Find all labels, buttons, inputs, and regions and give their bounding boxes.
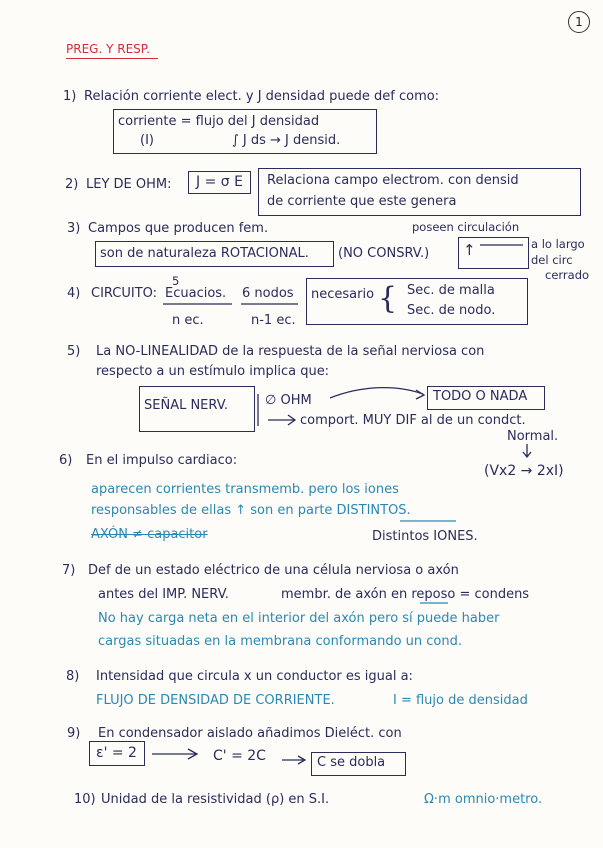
q9-arrow-1 [152, 749, 197, 759]
q9-question: En condensador aislado añadimos Dieléct. con [98, 726, 402, 741]
page-title: PREG. Y RESP. [66, 42, 150, 56]
q6-question: En el impulso cardiaco: [86, 453, 238, 468]
page-number: 1 [568, 11, 590, 33]
q6-number: 6) [59, 453, 73, 468]
q5-compor: comport. MUY DIF al de un condct. [300, 413, 526, 428]
q3-note-a: a lo largo [531, 237, 585, 251]
q6-answer-line2: responsables de ellas ↑ son en parte DISTINTOS. [91, 503, 411, 518]
q6-formula: (Vx2 → 2xI) [484, 463, 564, 479]
q5-line1: La NO-LINEALIDAD de la respuesta de la señal nerviosa con [96, 344, 485, 359]
q9-eps: ε' = 2 [96, 745, 137, 761]
q3-number: 3) [67, 221, 81, 236]
q5-todo: TODO O NADA [433, 389, 528, 404]
q4-n-ec: n ec. [172, 313, 204, 328]
q3-arrow: ↑ [463, 241, 476, 259]
q5-signal: SEÑAL NERV. [144, 398, 229, 413]
q3-note-c: cerrado [545, 268, 590, 282]
q2-answer-line2: de corriente que este genera [267, 194, 457, 209]
q8-question: Intensidad que circula x un conductor es igual a: [96, 669, 413, 684]
q2-formula: J = σ E [196, 174, 243, 190]
q9-result: C se dobla [317, 755, 386, 770]
q3-answer: son de naturaleza ROTACIONAL. [100, 246, 309, 261]
q3-question: Campos que producen fem. [88, 221, 269, 236]
q5-line2: respecto a un estímulo implica que: [96, 364, 330, 379]
q10-number: 10) [74, 792, 96, 807]
q4-top5: 5 [172, 274, 180, 288]
q5-arrowhead [416, 390, 424, 399]
q10-question: Unidad de la resistividad (ρ) en S.I. [101, 792, 330, 807]
q9-number: 9) [67, 726, 81, 741]
q3-note-b: del circ [531, 253, 573, 267]
q7-answer-line1: No hay carga neta en el interior del axón pero sí puede haber [98, 611, 500, 626]
q8-number: 8) [66, 669, 80, 684]
q4-n1-ec: n-1 ec. [251, 313, 296, 328]
q4-brace: { [378, 281, 398, 316]
q7-line1: Def de un estado eléctrico de una célula nerviosa o axón [88, 563, 459, 578]
q4-question: CIRCUITO: [91, 286, 158, 301]
q5-normal-arrow [523, 444, 531, 457]
q5-ohm: ∅ OHM [265, 393, 312, 408]
q5-normal: Normal. [507, 429, 559, 444]
q2-question: LEY DE OHM: [86, 177, 172, 192]
q4-ecuaciones: Ecuacios. [165, 286, 227, 301]
q8-answer: FLUJO DE DENSIDAD DE CORRIENTE. [96, 693, 335, 708]
q1-answer-symbol: (I) [140, 133, 154, 148]
q8-formula: I = flujo de densidad [393, 693, 528, 708]
q7-answer-line2: cargas situadas en la membrana conformando un cond. [98, 634, 462, 649]
q3-extra: (NO CONSRV.) [338, 246, 430, 261]
q4-nodos: 6 nodos [242, 286, 294, 301]
q5-arrow-curve [330, 388, 423, 398]
q10-answer: Ω·m omnio·metro. [424, 792, 543, 807]
q5-arrow2 [268, 415, 295, 425]
q6-distintos: Distintos IONES. [372, 529, 478, 544]
q2-number: 2) [65, 177, 79, 192]
q1-number: 1) [63, 89, 77, 104]
q9-arrow-2 [282, 756, 305, 764]
q4-necesario: necesario [311, 287, 375, 302]
q2-answer-line1: Relaciona campo electrom. con densid [267, 173, 519, 188]
q1-answer-line2: ∫ J ds → J densid. [232, 133, 341, 148]
q7-line2a: antes del IMP. NERV. [98, 587, 229, 602]
q1-answer-line1: corriente = flujo del J densidad [118, 114, 320, 129]
q7-line2b: membr. de axón en reposo = condens [281, 587, 530, 602]
q4-sec1: Sec. de malla [407, 283, 495, 298]
q9-formula: C' = 2C [213, 748, 266, 764]
q1-question: Relación corriente elect. y J densidad puede def como: [84, 89, 440, 104]
q3-note-top: poseen circulación [412, 220, 520, 234]
q5-number: 5) [67, 344, 81, 359]
q7-number: 7) [62, 563, 76, 578]
q6-strike: AXÓN ≠ capacitor [91, 527, 208, 542]
q4-sec2: Sec. de nodo. [407, 303, 496, 318]
q6-answer-line1: aparecen corrientes transmemb. pero los iones [91, 482, 399, 497]
q4-number: 4) [67, 286, 81, 301]
